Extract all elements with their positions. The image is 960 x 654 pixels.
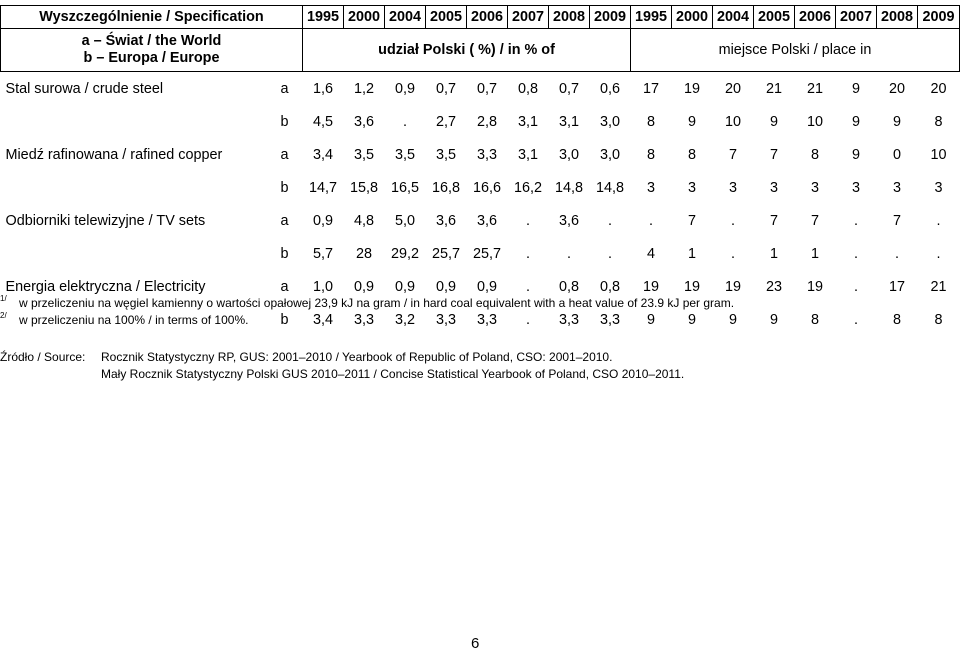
table-cell: 3,0 xyxy=(559,146,580,163)
subheader-row xyxy=(1,29,960,72)
table-cell: 3,1 xyxy=(518,113,539,130)
table-cell: . xyxy=(526,278,531,295)
table-cell: 20 xyxy=(930,80,947,97)
table-cell: 8 xyxy=(811,146,820,163)
table-cell: . xyxy=(731,245,736,262)
table-cell: 0,9 xyxy=(395,278,416,295)
table-cell: 9 xyxy=(893,113,902,130)
table-cell: 9 xyxy=(688,311,697,328)
table-cell: 20 xyxy=(889,80,906,97)
table-cell: 7 xyxy=(729,146,738,163)
table-cell: 0,8 xyxy=(518,80,539,97)
table-cell: 3,2 xyxy=(395,311,416,328)
table-cell: 3 xyxy=(893,179,902,196)
year-header: 2006 xyxy=(795,6,836,29)
table-cell: 16,8 xyxy=(432,179,461,196)
table-cell: 3,6 xyxy=(354,113,375,130)
table-cell: 0,7 xyxy=(436,80,457,97)
table-cell: 3,4 xyxy=(313,146,334,163)
table-cell: 1,2 xyxy=(354,80,375,97)
table-cell: 9 xyxy=(647,311,656,328)
table-cell: 3,1 xyxy=(518,146,539,163)
row-label: Miedź rafinowana / rafined copper xyxy=(5,146,223,163)
table-cell: 14,8 xyxy=(555,179,584,196)
table-cell: 4 xyxy=(647,245,656,262)
table-cell: 3,5 xyxy=(436,146,457,163)
table-cell: 3,5 xyxy=(354,146,375,163)
source-line-1: Rocznik Statystyczny RP, GUS: 2001–2010 / Yearbook of Republic of Poland, CSO: 2001–2010. xyxy=(101,350,613,364)
table-cell: 10 xyxy=(807,113,824,130)
row-key: a xyxy=(280,146,289,163)
row-label xyxy=(1,105,279,138)
table-cell: 29,2 xyxy=(391,245,420,262)
table-cell: 9 xyxy=(770,311,779,328)
table-cell: 7 xyxy=(893,212,902,229)
table-cell: 7 xyxy=(811,212,820,229)
footnote-1 xyxy=(0,294,735,310)
spec-header: Wyszczególnienie / Specification xyxy=(1,6,303,29)
row-label xyxy=(1,171,279,204)
table-cell: 3 xyxy=(934,179,943,196)
source-label: Źródło / Source: xyxy=(0,350,86,364)
table-cell: 19 xyxy=(807,278,824,295)
place-group-header: miejsce Polski / place in xyxy=(631,29,960,72)
table-cell: 3,0 xyxy=(600,113,621,130)
table-cell: . xyxy=(403,113,408,130)
table-cell: 1 xyxy=(811,245,820,262)
table-cell: 0,9 xyxy=(436,278,457,295)
year-header: 2005 xyxy=(754,6,795,29)
table-cell: 17 xyxy=(889,278,906,295)
table-cell: 28 xyxy=(356,245,373,262)
table-cell: 0,9 xyxy=(395,80,416,97)
table-cell: 0 xyxy=(893,146,902,163)
year-header: 2004 xyxy=(385,6,426,29)
table-cell: 0,8 xyxy=(600,278,621,295)
table-cell: 7 xyxy=(770,212,779,229)
table-cell: 16,5 xyxy=(391,179,420,196)
year-header: 2009 xyxy=(590,6,631,29)
year-header: 2005 xyxy=(426,6,467,29)
table-row xyxy=(1,105,960,138)
table-cell: 0,6 xyxy=(600,80,621,97)
table-cell: 14,7 xyxy=(309,179,338,196)
table-cell: 7 xyxy=(688,212,697,229)
table-cell: 3 xyxy=(852,179,861,196)
table-cell: . xyxy=(936,212,941,229)
table-cell: 19 xyxy=(684,80,701,97)
table-cell: 0,9 xyxy=(313,212,334,229)
page-number: 6 xyxy=(471,635,480,652)
year-header: 2007 xyxy=(836,6,877,29)
row-label: Odbiorniki telewizyjne / TV sets xyxy=(5,212,206,229)
table-cell: . xyxy=(608,212,613,229)
footnote-2 xyxy=(0,311,249,327)
year-header: 1995 xyxy=(631,6,672,29)
legend-b: b – Europa / Europe xyxy=(83,50,220,66)
row-key: b xyxy=(280,113,289,130)
table-cell: 3,3 xyxy=(477,311,498,328)
table-row xyxy=(1,171,960,204)
table-cell: . xyxy=(895,245,900,262)
source-line-2: Mały Rocznik Statystyczny Polski GUS 2010–2011 / Concise Statistical Yearbook of Poland, CSO 2010–2011. xyxy=(101,367,685,381)
table-cell: 3 xyxy=(688,179,697,196)
table-cell: 10 xyxy=(725,113,742,130)
year-header: 2009 xyxy=(918,6,960,29)
table-cell: 3 xyxy=(770,179,779,196)
table-cell: 16,6 xyxy=(473,179,502,196)
table-cell: 3,3 xyxy=(559,311,580,328)
table-cell: 0,7 xyxy=(477,80,498,97)
table-cell: 3,3 xyxy=(436,311,457,328)
year-header: 2008 xyxy=(549,6,590,29)
table-cell: 3,5 xyxy=(395,146,416,163)
year-header: 1995 xyxy=(303,6,344,29)
table-cell: 1 xyxy=(770,245,779,262)
table-cell: 9 xyxy=(852,80,861,97)
table-cell: 8 xyxy=(647,113,656,130)
table-cell: 3,4 xyxy=(313,311,334,328)
footnote-text: w przeliczeniu na węgiel kamienny o wartości opałowej 23,9 kJ na gram / in hard coal equivalent with a heat value of 23.9 kJ per gram. xyxy=(19,296,735,310)
table-cell: 4,8 xyxy=(354,212,375,229)
table-cell: 8 xyxy=(893,311,902,328)
legend xyxy=(1,29,303,72)
footnote-mark: 1/ xyxy=(0,294,7,303)
table-cell: 9 xyxy=(688,113,697,130)
table-cell: 3,6 xyxy=(559,212,580,229)
table-cell: . xyxy=(526,311,531,328)
table-cell: 19 xyxy=(643,278,660,295)
table-cell: 9 xyxy=(852,113,861,130)
table-cell: 8 xyxy=(811,311,820,328)
table-cell: 1,0 xyxy=(313,278,334,295)
table-cell: 21 xyxy=(766,80,783,97)
table-row xyxy=(1,204,960,237)
table-cell: 16,2 xyxy=(514,179,543,196)
row-key: b xyxy=(280,179,289,196)
row-key: a xyxy=(280,80,289,97)
table-cell: . xyxy=(936,245,941,262)
table-cell: . xyxy=(526,212,531,229)
table-cell: 8 xyxy=(688,146,697,163)
table-cell: . xyxy=(854,212,859,229)
year-header: 2008 xyxy=(877,6,918,29)
row-key: b xyxy=(280,245,289,262)
table-cell: 3 xyxy=(647,179,656,196)
table-cell: 21 xyxy=(930,278,947,295)
table-cell: 1,6 xyxy=(313,80,334,97)
year-header: 2006 xyxy=(467,6,508,29)
year-header: 2007 xyxy=(508,6,549,29)
table-cell: 0,7 xyxy=(559,80,580,97)
table-cell: 3,6 xyxy=(477,212,498,229)
table-cell: 19 xyxy=(684,278,701,295)
year-header: 2000 xyxy=(344,6,385,29)
table-cell: . xyxy=(854,311,859,328)
row-label xyxy=(1,237,279,270)
table-cell: 3,3 xyxy=(600,311,621,328)
row-key: b xyxy=(280,311,289,328)
table-cell: 2,8 xyxy=(477,113,498,130)
table-cell: 14,8 xyxy=(596,179,625,196)
table-cell: 4,5 xyxy=(313,113,334,130)
table-row xyxy=(1,72,960,106)
share-group-header: udział Polski ( %) / in % of xyxy=(303,29,631,72)
table-cell: 1 xyxy=(688,245,697,262)
table-cell: 3 xyxy=(729,179,738,196)
table-cell: 3,3 xyxy=(477,146,498,163)
table-cell: 0,9 xyxy=(477,278,498,295)
table-cell: . xyxy=(567,245,572,262)
table-cell: 9 xyxy=(729,311,738,328)
table-cell: 3,0 xyxy=(600,146,621,163)
header-row xyxy=(1,6,960,29)
footnote-text: w przeliczeniu na 100% / in terms of 100%. xyxy=(19,313,249,327)
table-cell: . xyxy=(608,245,613,262)
legend-a: a – Świat / the World xyxy=(81,33,222,49)
table-cell: 8 xyxy=(934,113,943,130)
table-cell: 2,7 xyxy=(436,113,457,130)
table-cell: . xyxy=(731,212,736,229)
table-cell: 0,8 xyxy=(559,278,580,295)
table-cell: 10 xyxy=(930,146,947,163)
table-cell: 8 xyxy=(934,311,943,328)
table-cell: 25,7 xyxy=(473,245,502,262)
table-cell: 9 xyxy=(852,146,861,163)
table-cell: . xyxy=(854,278,859,295)
row-key: a xyxy=(280,212,289,229)
table-cell: 17 xyxy=(643,80,660,97)
table-cell: 3 xyxy=(811,179,820,196)
table-row xyxy=(1,138,960,171)
table-cell: 3,1 xyxy=(559,113,580,130)
year-header: 2000 xyxy=(672,6,713,29)
table-cell: . xyxy=(526,245,531,262)
table-cell: 25,7 xyxy=(432,245,461,262)
statistics-table xyxy=(0,5,960,336)
table-cell: 9 xyxy=(770,113,779,130)
table-cell: 19 xyxy=(725,278,742,295)
table-row xyxy=(1,237,960,270)
table-cell: . xyxy=(854,245,859,262)
table-cell: 8 xyxy=(647,146,656,163)
row-label: Stal surowa / crude steel xyxy=(5,80,164,97)
row-key: a xyxy=(280,278,289,295)
year-header: 2004 xyxy=(713,6,754,29)
table-cell: 20 xyxy=(725,80,742,97)
footnote-mark: 2/ xyxy=(0,311,7,320)
table-cell: 3,3 xyxy=(354,311,375,328)
table-cell: 7 xyxy=(770,146,779,163)
table-cell: . xyxy=(649,212,654,229)
table-cell: 5,0 xyxy=(395,212,416,229)
table-cell: 15,8 xyxy=(350,179,379,196)
table-cell: 23 xyxy=(766,278,783,295)
table-cell: 3,6 xyxy=(436,212,457,229)
row-label: Energia elektryczna / Electricity xyxy=(5,278,206,295)
table-cell: 5,7 xyxy=(313,245,334,262)
table-cell: 0,9 xyxy=(354,278,375,295)
table-cell: 21 xyxy=(807,80,824,97)
